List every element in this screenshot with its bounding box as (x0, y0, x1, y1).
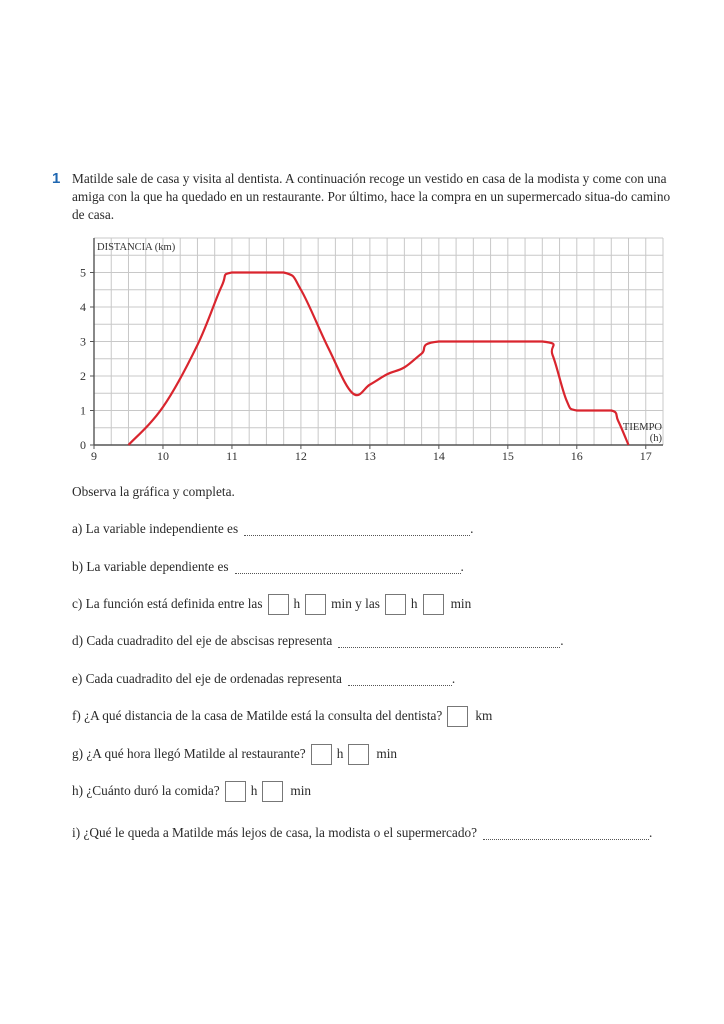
question-i (72, 822, 652, 844)
answer-c-start-hour-box[interactable] (268, 594, 289, 615)
question-c (72, 593, 471, 615)
distance-time-chart (70, 232, 680, 462)
y-axis-label: DISTANCIA (km) (97, 242, 176, 253)
question-h (72, 780, 311, 802)
period: . (470, 521, 474, 536)
question-e-text: e) Cada cuadradito del eje de ordenadas representa (72, 671, 342, 686)
answer-b-field[interactable] (235, 561, 461, 574)
exercise-statement: Matilde sale de casa y visita al dentista. A continuación recoge un vestido en casa de la modista y come con una amiga con la que ha quedado en un restaurante. Por último, hace la compra en un supermercado situa-do camino de casa. (72, 171, 671, 222)
exercise-number: 1 (52, 170, 61, 187)
answer-h-min-box[interactable] (262, 781, 283, 802)
x-tick-label: 16 (570, 449, 583, 462)
answer-d-field[interactable] (338, 635, 560, 648)
y-tick-label: 0 (80, 438, 86, 452)
answer-e-field[interactable] (348, 673, 452, 686)
x-tick-label: 9 (91, 449, 97, 462)
x-axis-label-line2: (h) (649, 433, 662, 444)
y-tick-label: 4 (80, 300, 86, 314)
y-tick-label: 1 (80, 403, 86, 418)
hour-unit: h (250, 783, 258, 798)
chart-grid (94, 238, 663, 445)
y-tick-label: 2 (80, 369, 86, 383)
hour-unit: h (410, 596, 418, 611)
answer-g-min-box[interactable] (348, 744, 369, 765)
question-a-text: a) La variable independiente es (72, 521, 239, 536)
x-tick-label: 13 (363, 449, 376, 462)
question-g-text: g) ¿A qué hora llegó Matilde al restaurante? (72, 746, 306, 761)
period: . (649, 825, 653, 840)
question-a (72, 518, 473, 540)
instruction: Observa la gráfica y completa. (72, 484, 235, 499)
min-unit: min (290, 783, 312, 798)
answer-c-end-hour-box[interactable] (385, 594, 406, 615)
question-f-text: f) ¿A qué distancia de la casa de Matilde está la consulta del dentista? (72, 708, 443, 723)
min-unit: min (376, 746, 398, 761)
question-e (72, 668, 455, 690)
y-tick-label: 3 (80, 334, 86, 349)
x-tick-label: 12 (294, 449, 307, 462)
y-tick-label: 5 (80, 265, 86, 280)
x-tick-label: 15 (501, 449, 514, 462)
question-f (72, 705, 492, 727)
question-g (72, 743, 397, 765)
answer-h-hour-box[interactable] (225, 781, 246, 802)
x-tick-label: 14 (432, 449, 445, 462)
answer-c-end-min-box[interactable] (423, 594, 444, 615)
x-tick-label: 11 (226, 449, 238, 462)
question-d (72, 630, 564, 652)
answer-c-start-min-box[interactable] (305, 594, 326, 615)
chart-ticks (80, 266, 652, 463)
x-tick-label: 10 (156, 449, 169, 462)
question-c-text: c) La función está definida entre las (72, 596, 263, 611)
answer-g-hour-box[interactable] (311, 744, 332, 765)
km-unit: km (475, 708, 493, 723)
question-i-text: i) ¿Qué le queda a Matilde más lejos de casa, la modista o el supermercado? (72, 825, 478, 840)
answer-i-field[interactable] (483, 827, 649, 840)
answer-a-field[interactable] (244, 523, 470, 536)
period: . (451, 671, 456, 686)
question-h-text: h) ¿Cuánto duró la comida? (72, 783, 220, 798)
period: . (460, 559, 464, 574)
answer-f-box[interactable] (447, 706, 468, 727)
period: . (560, 633, 564, 648)
x-tick-label: 17 (639, 449, 652, 462)
question-c-mid: min y las (331, 596, 380, 611)
hour-unit: h (336, 746, 344, 761)
x-axis-label-line1: TIEMPO (622, 422, 662, 433)
question-d-text: d) Cada cuadradito del eje de abscisas representa (72, 633, 333, 648)
question-b (72, 556, 464, 578)
hour-unit: h (293, 596, 301, 611)
question-b-text: b) La variable dependiente es (72, 559, 229, 574)
min-unit: min (450, 596, 472, 611)
